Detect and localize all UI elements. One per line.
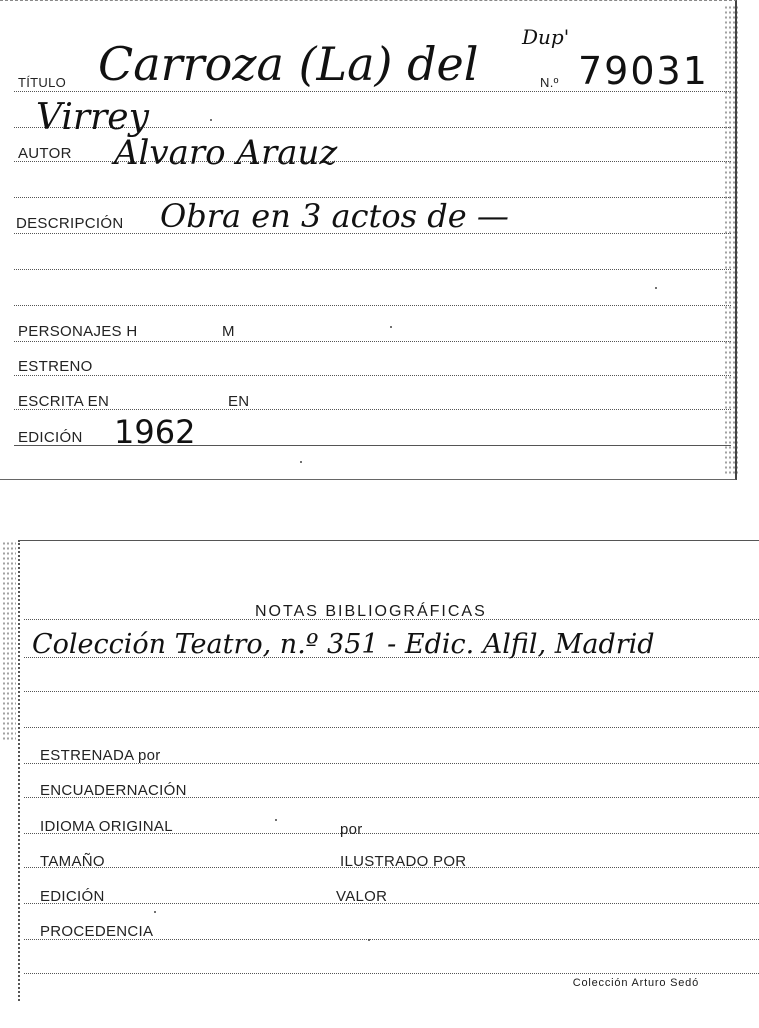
ink-speck (210, 119, 212, 121)
estrenada-por-label: ESTRENADA por (40, 747, 161, 764)
rule-line (14, 375, 731, 376)
titulo-value-continued: Virrey (36, 97, 149, 138)
personajes-label: PERSONAJES H (18, 323, 138, 340)
ink-speck (368, 939, 370, 941)
rule-line (24, 903, 759, 904)
descripcion-label: DESCRIPCIÓN (16, 215, 124, 232)
valor-label: VALOR (336, 888, 388, 905)
edicion-value: 1962 (114, 413, 196, 451)
catalog-card-front (0, 0, 737, 480)
ilustrado-por-label: ILUSTRADO POR (340, 853, 467, 870)
ink-speck (390, 326, 392, 328)
ink-speck (275, 819, 277, 821)
notas-value: Colección Teatro, n.º 351 - Edic. Alfil, Madrid (32, 629, 655, 660)
descripcion-value: Obra en 3 actos de — (160, 197, 509, 235)
idioma-original-label: IDIOMA ORIGINAL (40, 818, 173, 835)
ink-speck (154, 911, 156, 913)
autor-value: Alvaro Arauz (114, 133, 338, 173)
en-label: EN (228, 393, 250, 410)
numero-label: N.º (540, 75, 559, 90)
titulo-label: TÍTULO (18, 75, 67, 90)
dup-note: Dup' (522, 25, 570, 49)
procedencia-label: PROCEDENCIA (40, 923, 154, 940)
ink-speck (655, 287, 657, 289)
rule-line (14, 269, 731, 270)
rule-line (14, 341, 731, 342)
por-label: por (340, 821, 363, 838)
autor-label: AUTOR (18, 145, 72, 162)
numero-value: 79031 (578, 49, 709, 93)
rule-line (14, 305, 731, 306)
edicion-back-label: EDICIÓN (40, 888, 105, 905)
rule-line (14, 409, 731, 410)
catalog-card-back (18, 540, 759, 1001)
mujeres-label: M (222, 323, 235, 340)
ink-speck (300, 461, 302, 463)
card-edge-texture (2, 541, 16, 741)
titulo-value: Carroza (La) del (98, 37, 479, 91)
notas-bibliograficas-heading: NOTAS BIBLIOGRÁFICAS (255, 603, 487, 620)
rule-line (24, 619, 759, 620)
edicion-label: EDICIÓN (18, 429, 83, 446)
collection-footer: Colección Arturo Sedó (572, 977, 699, 989)
encuadernacion-label: ENCUADERNACIÓN (40, 782, 187, 799)
card-edge-texture (724, 5, 738, 475)
tamano-label: TAMAÑO (40, 853, 105, 870)
rule-line (24, 691, 759, 692)
rule-line (24, 973, 759, 974)
estreno-label: ESTRENO (18, 358, 93, 375)
rule-line (24, 727, 759, 728)
escrita-en-label: ESCRITA EN (18, 393, 110, 410)
